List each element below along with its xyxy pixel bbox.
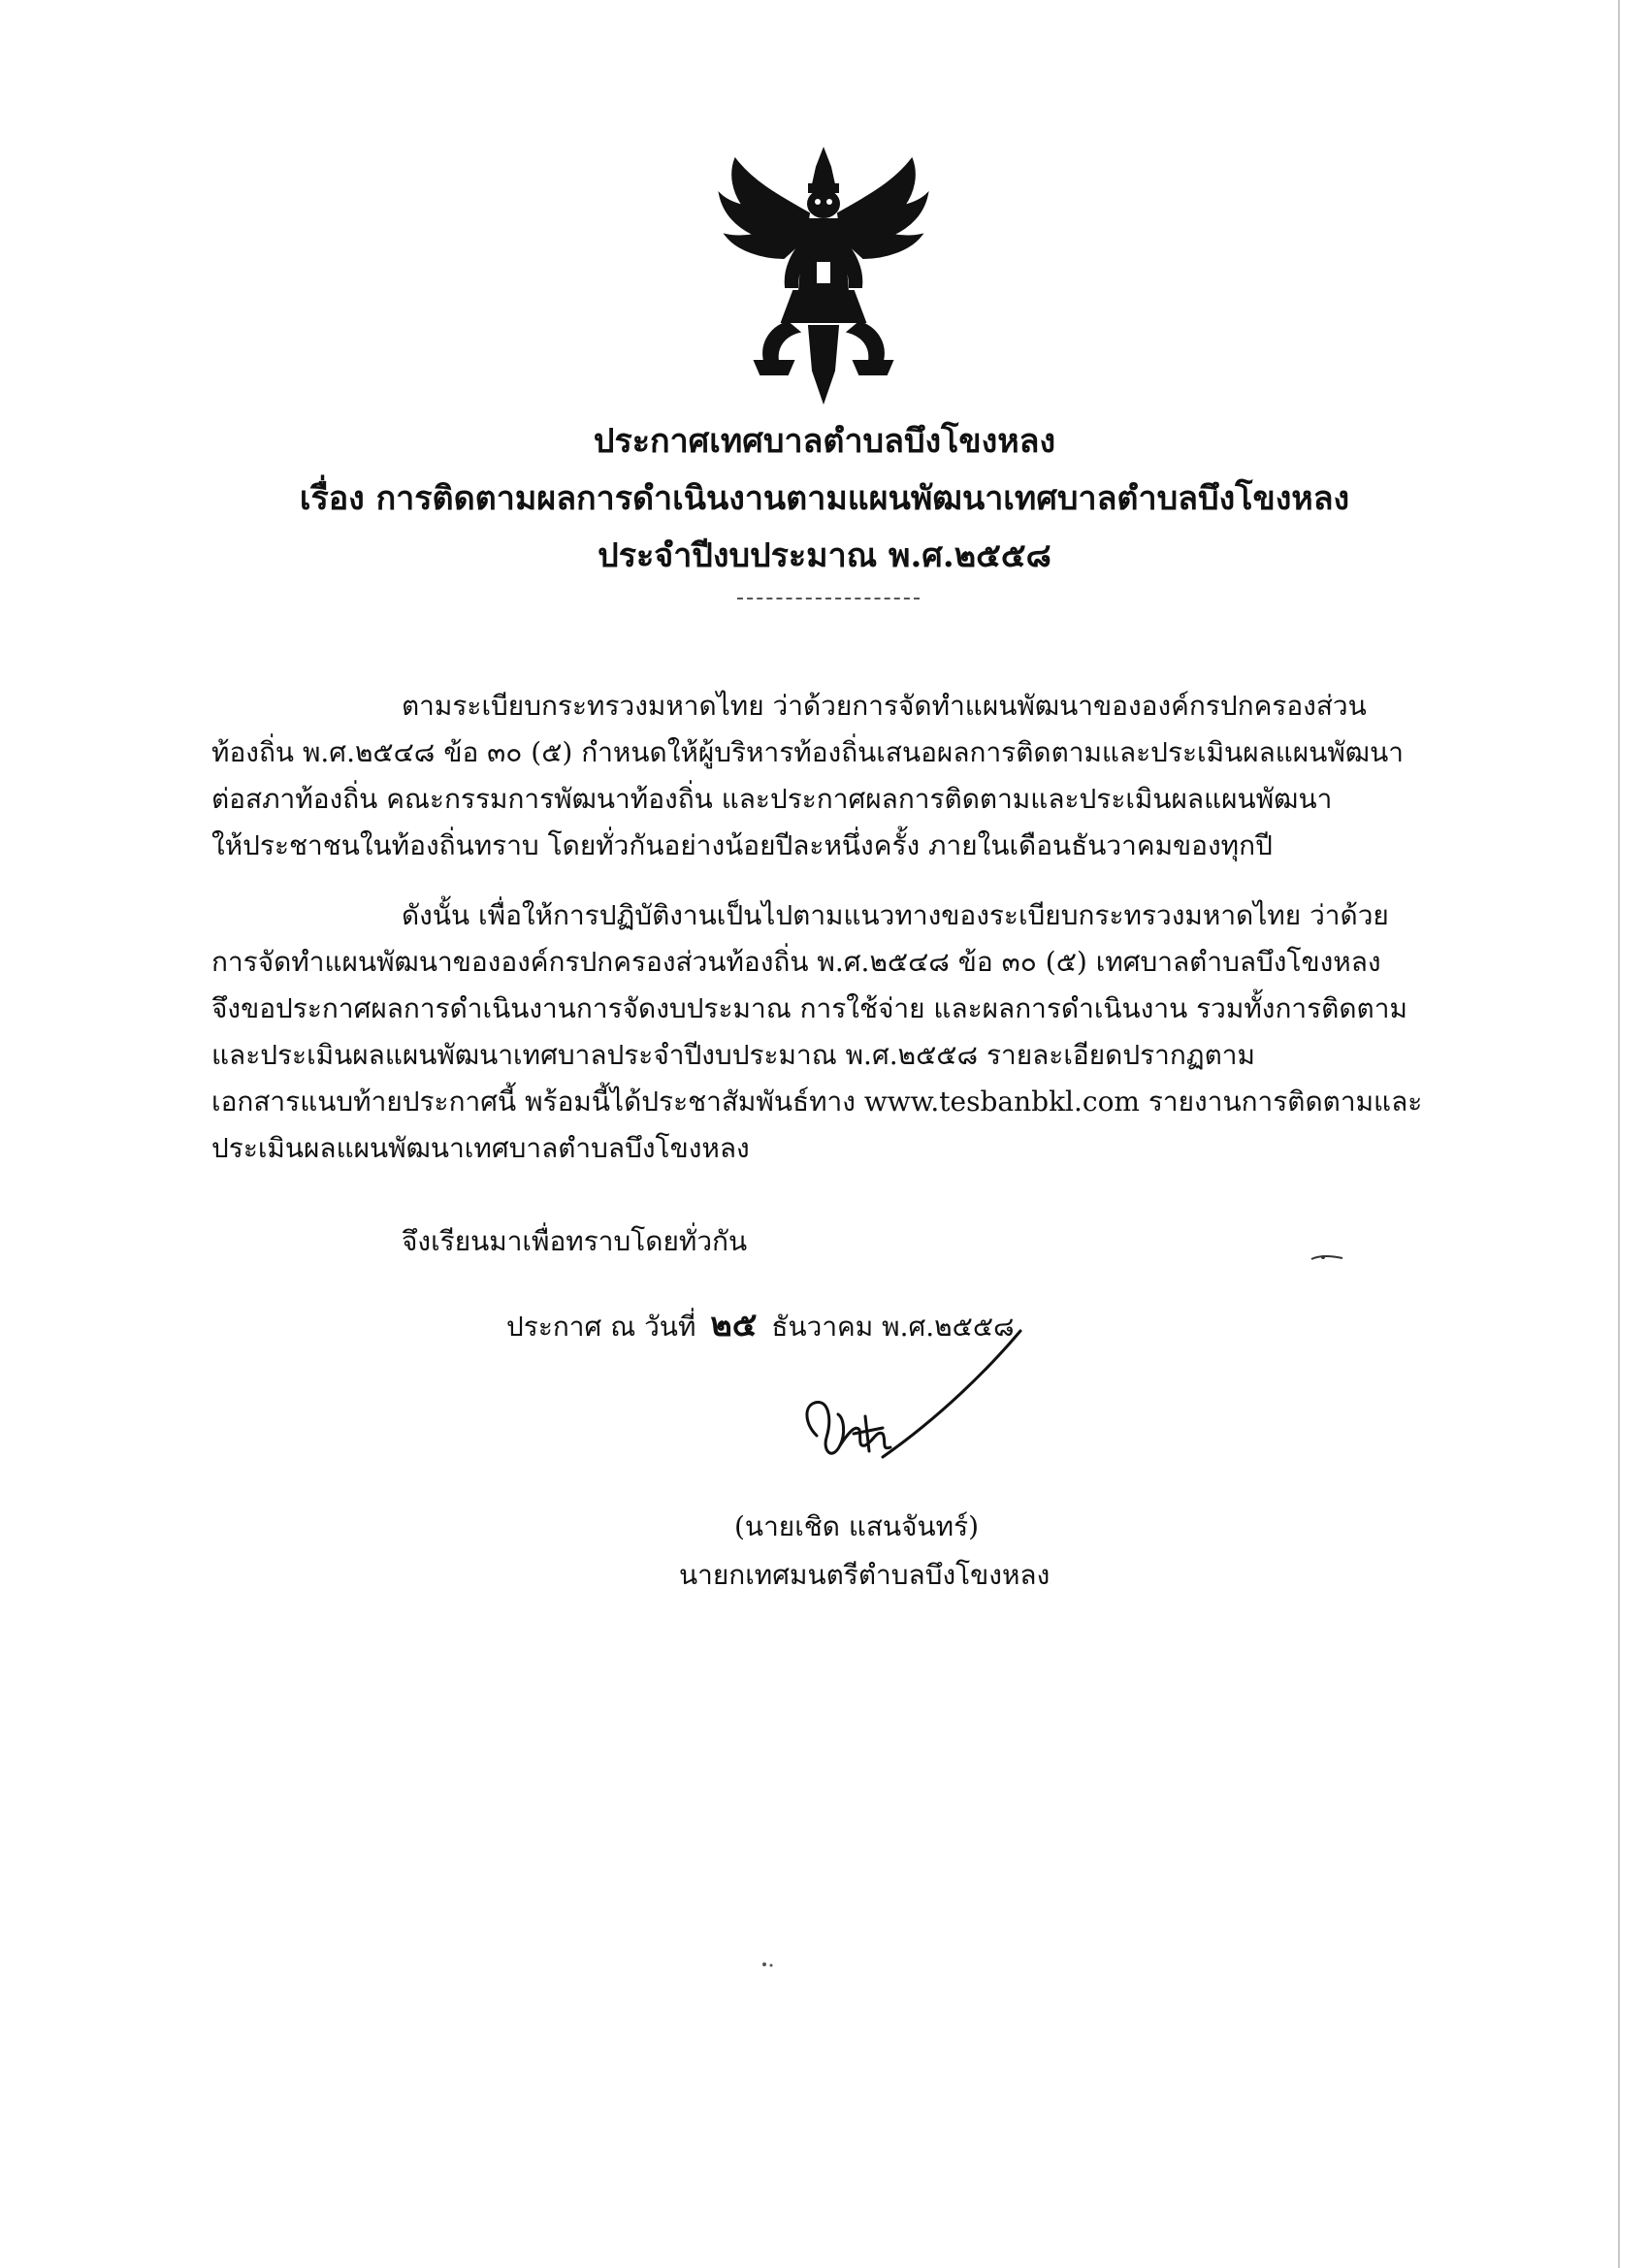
- body-paragraph-1: [211, 683, 1445, 869]
- signature-icon: [776, 1310, 1086, 1494]
- paragraph-line: ท้องถิ่น พ.ศ.๒๕๔๘ ข้อ ๓๐ (๕) กำหนดให้ผู้บริหารท้องถิ่นเสนอผลการติดตามและประเมินผลแผนพัฒนา: [211, 736, 1404, 768]
- body-paragraph-2: [211, 892, 1445, 1172]
- page-edge: [1618, 0, 1620, 2268]
- paragraph-line: ตามระเบียบกระทรวงมหาดไทย ว่าด้วยการจัดทำแผนพัฒนาขององค์กรปกครองส่วน: [402, 690, 1367, 722]
- paragraph-line: และประเมินผลแผนพัฒนาเทศบาลประจำปีงบประมาณ พ.ศ.๒๕๕๘ รายละเอียดปรากฏตาม: [211, 1039, 1255, 1071]
- date-prefix: ประกาศ ณ วันที่: [506, 1311, 696, 1343]
- date-day-handwritten: ๒๕: [710, 1306, 758, 1345]
- scan-speck: [1310, 1251, 1344, 1265]
- signatory-name: (นายเชิด แสนจันทร์): [734, 1510, 980, 1542]
- signatory-position: นายกเทศมนตรีตำบลบึงโขงหลง: [679, 1559, 1051, 1591]
- paragraph-line: ประเมินผลแผนพัฒนาเทศบาลตำบลบึงโขงหลง: [211, 1132, 750, 1164]
- announcement-subject: เรื่อง การติดตามผลการดำเนินงานตามแผนพัฒนาเทศบาลตำบลบึงโขงหลง: [299, 479, 1350, 518]
- paragraph-line: การจัดทำแผนพัฒนาขององค์กรปกครองส่วนท้องถิ่น พ.ศ.๒๕๔๘ ข้อ ๓๐ (๕) เทศบาลตำบลบึงโขงหลง: [211, 946, 1381, 978]
- date-month-year: ธันวาคม พ.ศ.๒๕๕๘: [771, 1311, 1015, 1343]
- announcement-fiscal-year: ประจำปีงบประมาณ พ.ศ.๒๕๕๘: [598, 536, 1051, 575]
- paragraph-line: ดังนั้น เพื่อให้การปฏิบัติงานเป็นไปตามแนวทางของระเบียบกระทรวงมหาดไทย ว่าด้วย: [402, 899, 1389, 931]
- paragraph-line: ต่อสภาท้องถิ่น คณะกรรมการพัฒนาท้องถิ่น และประกาศผลการติดตามและประเมินผลแผนพัฒนา: [211, 783, 1333, 815]
- paragraph-line: ให้ประชาชนในท้องถิ่นทราบ โดยทั่วกันอย่างน้อยปีละหนึ่งครั้ง ภายในเดือนธันวาคมของทุกปี: [211, 829, 1273, 861]
- announcement-title: ประกาศเทศบาลตำบลบึงโขงหลง: [593, 422, 1056, 461]
- paragraph-line: เอกสารแนบท้ายประกาศนี้ พร้อมนี้ได้ประชาสัมพันธ์ทาง www.tesbanbkl.com รายงานการติดตามและ: [211, 1085, 1423, 1118]
- heading-separator: [737, 598, 920, 599]
- paragraph-line: จึงขอประกาศผลการดำเนินงานการจัดงบประมาณ การใช้จ่าย และผลการดำเนินงาน รวมทั้งการติดตาม: [211, 992, 1407, 1024]
- closing-line: จึงเรียนมาเพื่อทราบโดยทั่วกัน: [402, 1225, 748, 1257]
- garuda-emblem-icon: [716, 146, 931, 407]
- scan-speck: [761, 1960, 775, 1969]
